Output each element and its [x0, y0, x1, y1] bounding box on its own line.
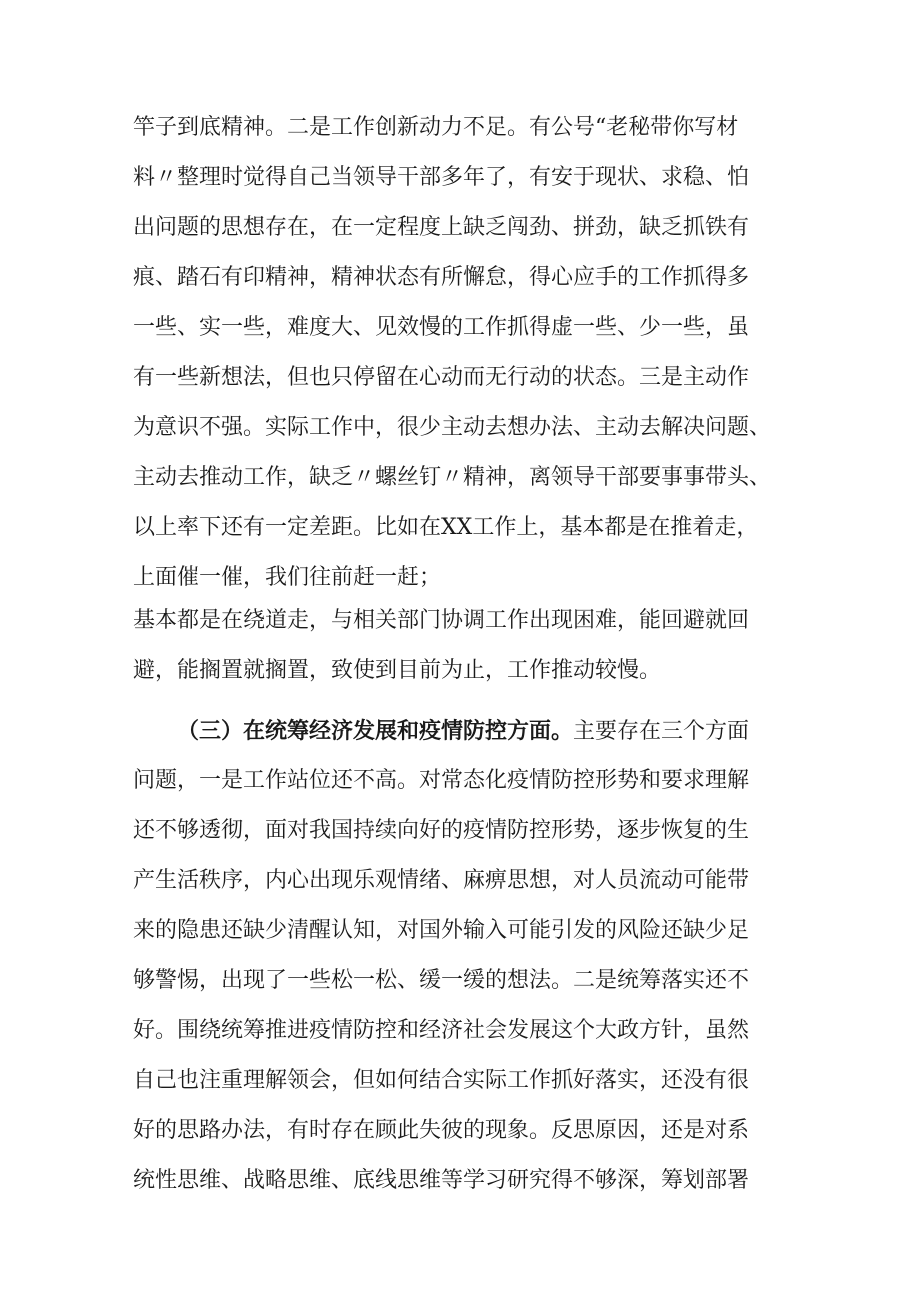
text-line: 上面催一催，我们往前赶一赶； [133, 565, 442, 590]
text-line: 以上率下还有一定差距。比如在XX工作上，基本都是在推着走， [133, 515, 759, 540]
text-line: 基本都是在绕道走，与相关部门协调工作出现困难，能回避就回 [133, 608, 750, 633]
text-line: 还不够透彻，面对我国持续向好的疫情防控形势，逐步恢复的生 [133, 818, 750, 843]
text-line: 为意识不强。实际工作中，很少主动去想办法、主动去解决问题、 [133, 415, 772, 440]
text-line: 主动去推动工作，缺乏〃螺丝钉〃精神，离领导干部要事事带头、 [133, 465, 772, 490]
text-line: 竿子到底精神。二是工作创新动力不足。有公号“老秘带你写材 [133, 115, 739, 140]
text-line: 产生活秩序，内心出现乐观情绪、麻痹思想，对人员流动可能带 [133, 868, 750, 893]
section-heading-line [177, 716, 749, 746]
text-line: 避，能搁置就搁置，致使到目前为止，工作推动较慢。 [133, 658, 662, 683]
text-line: 痕、踏石有印精神，精神状态有所懈怠，得心应手的工作抓得多 [133, 265, 750, 290]
text-line: 出问题的思想存在，在一定程度上缺乏闯劲、拼劲，缺乏抓铁有 [133, 215, 750, 240]
text-line: 来的隐患还缺少清醒认知，对国外输入可能引发的风险还缺少足 [133, 918, 750, 943]
text-line: 有一些新想法，但也只停留在心动而无行动的状态。三是主动作 [133, 365, 750, 390]
text-line: 料〃整理时觉得自己当领导干部多年了，有安于现状、求稳、怕 [133, 165, 750, 190]
text-line: 自己也注重理解领会，但如何结合实际工作抓好落实，还没有很 [133, 1068, 750, 1093]
text-line: 问题，一是工作站位还不高。对常态化疫情防控形势和要求理解 [133, 768, 750, 793]
text-line: 够警惕，出现了一些松一松、缓一缓的想法。二是统筹落实还不 [133, 968, 750, 993]
text-line: 好。围绕统筹推进疫情防控和经济社会发展这个大政方针，虽然 [133, 1018, 750, 1043]
text-line: 一些、实一些，难度大、见效慢的工作抓得虚一些、少一些，虽 [133, 315, 750, 340]
text-span: 主要存在三个方面 [573, 719, 750, 744]
section-heading: （三）在统筹经济发展和疫情防控方面。 [177, 718, 574, 744]
text-line: 统性思维、战略思维、底线思维等学习研究得不够深，筹划部署 [133, 1168, 750, 1193]
text-line: 好的思路办法，有时存在顾此失彼的现象。反思原因，还是对系 [133, 1118, 750, 1143]
